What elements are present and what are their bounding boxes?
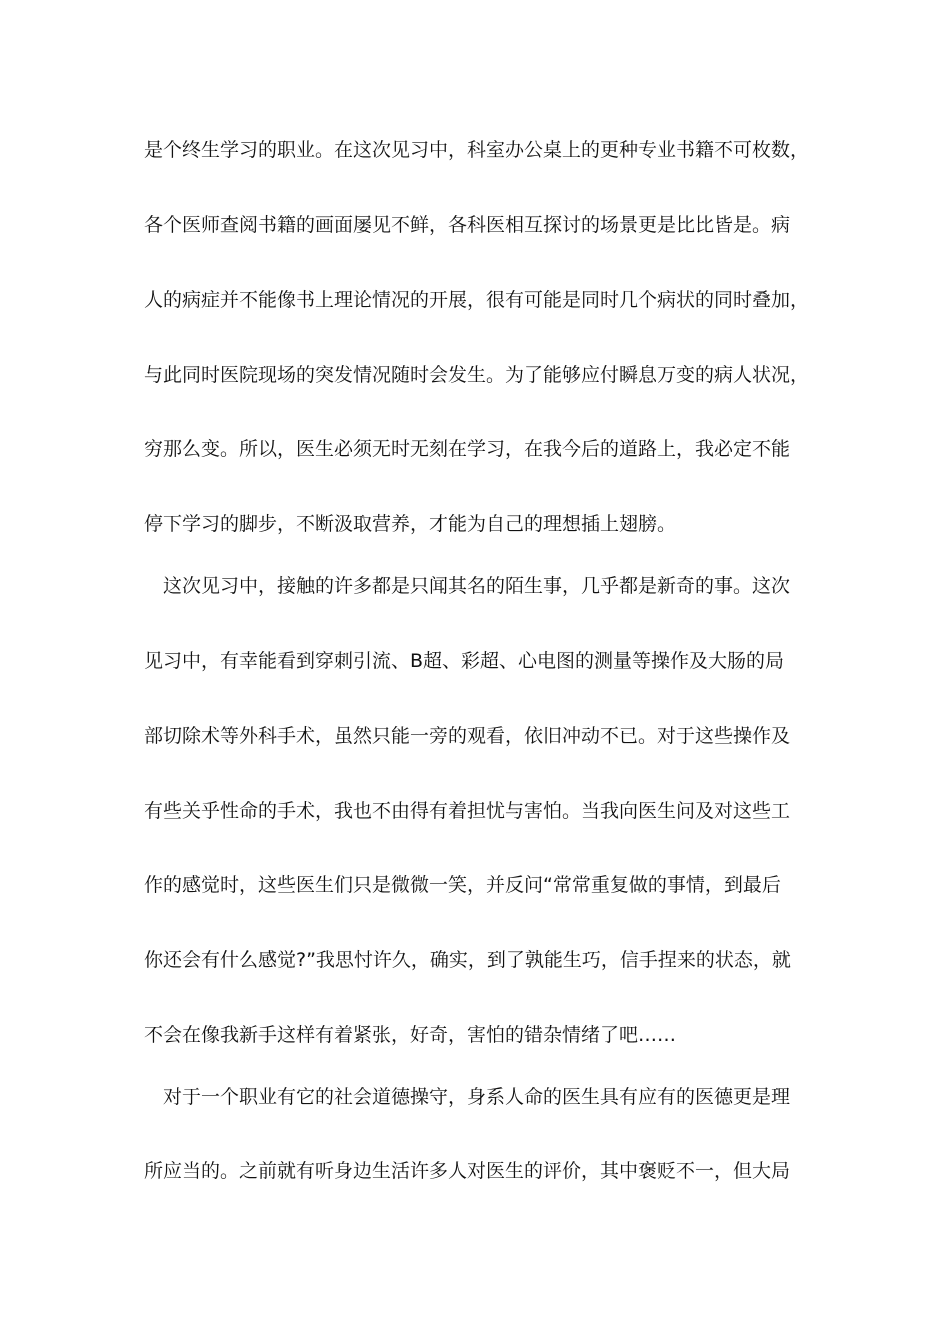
text-line: 不会在像我新手这样有着紧张，好奇，害怕的错杂情绪了吧…… bbox=[144, 1024, 677, 1046]
text-line: 这次见习中，接触的许多都是只闻其名的陌生事，几乎都是新奇的事。这次 bbox=[144, 575, 791, 597]
text-line: 部切除术等外科手术，虽然只能一旁的观看，依旧冲动不已。对于这些操作及 bbox=[144, 725, 791, 747]
text-line: 见习中，有幸能看到穿刺引流、B超、彩超、心电图的测量等操作及大肠的局 bbox=[144, 650, 785, 672]
text-line: 你还会有什么感觉?”我思忖许久，确实，到了孰能生巧，信手捏来的状态，就 bbox=[144, 949, 791, 971]
text-line: 所应当的。之前就有听身边生活许多人对医生的评价，其中褒贬不一，但大局 bbox=[144, 1160, 791, 1182]
text-line: 有些关乎性命的手术，我也不由得有着担忧与害怕。当我向医生问及对这些工 bbox=[144, 800, 791, 822]
text-line: 对于一个职业有它的社会道德操守，身系人命的医生具有应有的医德更是理 bbox=[144, 1086, 791, 1108]
text-line: 穷那么变。所以，医生必须无时无刻在学习，在我今后的道路上，我必定不能 bbox=[144, 438, 791, 460]
text-line: 人的病症并不能像书上理论情况的开展，很有可能是同时几个病状的同时叠加， bbox=[144, 289, 810, 311]
text-line: 停下学习的脚步，不断汲取营养，才能为自己的理想插上翅膀。 bbox=[144, 513, 677, 535]
text-line: 是个终生学习的职业。在这次见习中，科室办公桌上的更种专业书籍不可枚数， bbox=[144, 139, 810, 161]
text-line: 作的感觉时，这些医生们只是微微一笑，并反问“常常重复做的事情，到最后 bbox=[144, 874, 781, 896]
text-line: 各个医师查阅书籍的画面屡见不鲜，各科医相互探讨的场景更是比比皆是。病 bbox=[144, 214, 791, 236]
text-line: 与此同时医院现场的突发情况随时会发生。为了能够应付瞬息万变的病人状况， bbox=[144, 364, 810, 386]
